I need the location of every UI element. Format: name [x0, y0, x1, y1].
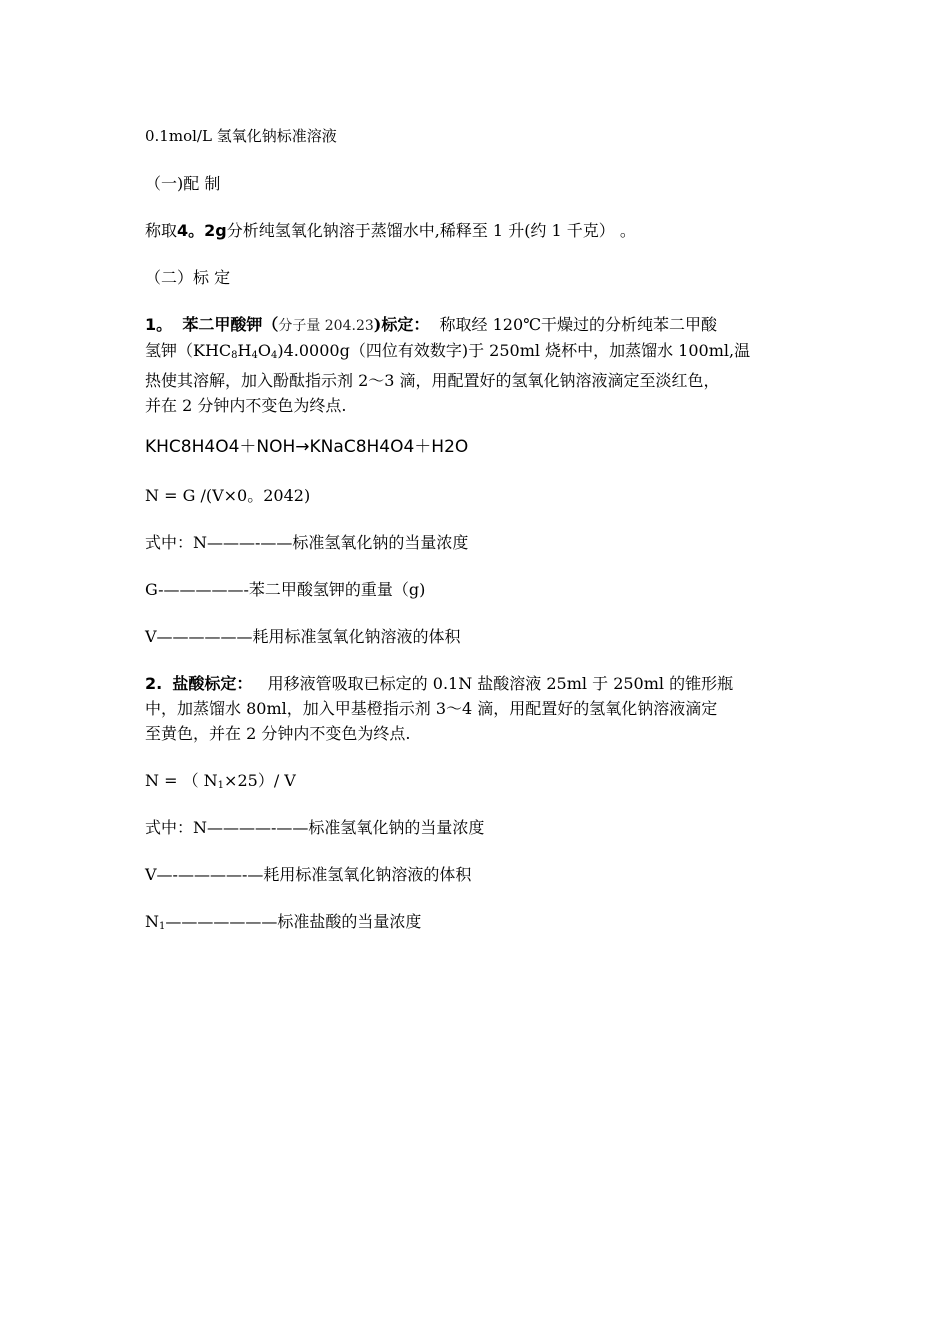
- item1-paragraph: [145, 314, 750, 417]
- preparation-text-b: 分析纯氢氧化钠溶于蒸馏水中,稀释至 1 升(约 1 千克） 。: [226, 221, 636, 240]
- definition-g: G-—————-苯二甲酸氢钾的重量（g): [145, 580, 426, 599]
- item1-line1-rest: 称取经 120℃干燥过的分析纯苯二甲酸: [439, 315, 718, 334]
- item1-line2-sub1: 8: [231, 350, 238, 361]
- section-heading-preparation: （一)配 制: [145, 174, 221, 193]
- item2-number: 2.: [145, 674, 163, 693]
- item1-line2-d: )4.0000g（四位有效数字)于 250ml 烧杯中，加蒸馏水 100ml,温: [277, 341, 751, 360]
- definition-n: 式中：N———-——标准氢氧化钠的当量浓度: [145, 533, 469, 552]
- definition-2-n1-sub: 1: [159, 921, 166, 932]
- definition-2-n1: [145, 911, 421, 938]
- definition-v: V——————耗用标准氢氧化钠溶液的体积: [145, 627, 461, 646]
- preparation-text: [145, 220, 636, 242]
- definition-2-n1-a: N: [145, 912, 159, 931]
- item1-line2: [145, 340, 750, 367]
- item2-line2: 中，加蒸馏水 80ml，加入甲基橙指示剂 3～4 滴，用配置好的氢氧化钠溶液滴定: [145, 699, 718, 718]
- item2-paragraph: [145, 673, 733, 745]
- item1-name: 苯二甲酸钾（: [182, 315, 279, 334]
- item1-line3: 热使其溶解，加入酚酞指示剂 2～3 滴，用配置好的氢氧化钠溶液滴定至淡红色，: [145, 371, 720, 390]
- item1-number: 1。: [145, 315, 173, 334]
- item1-line4: 并在 2 分钟内不变色为终点.: [145, 396, 347, 415]
- section-heading-standardization: （二）标 定: [145, 268, 231, 287]
- preparation-text-a: 称取: [145, 221, 178, 240]
- item1-line2-c: O: [257, 341, 271, 360]
- item1-line1: [145, 314, 750, 337]
- formula-2: [145, 770, 296, 797]
- formula-2-sub: 1: [217, 780, 225, 791]
- reaction-equation: KHC8H4O4＋NOH→KNaC8H4O4＋H2O: [145, 437, 469, 457]
- definition-2-n: 式中：N————-——标准氢氧化钠的当量浓度: [145, 818, 485, 837]
- definition-2-n1-b: ———————标准盐酸的当量浓度: [165, 912, 422, 931]
- item1-molecular-weight: 分子量 204.23: [278, 318, 374, 334]
- item2-line1: [145, 673, 733, 695]
- document-title: 0.1mol/L 氢氧化钠标准溶液: [145, 127, 337, 145]
- formula-1: N = G /(V×0。2042): [145, 486, 311, 505]
- item1-name-end: )标定：: [373, 315, 430, 334]
- item1-line2-sub2: 4: [251, 350, 258, 361]
- preparation-amount: 4。2g: [177, 221, 227, 240]
- item2-line1-rest: 用移液管吸取已标定的 0.1N 盐酸溶液 25ml 于 250ml 的锥形瓶: [267, 674, 734, 693]
- item1-line2-a: 氢钾（KHC: [145, 341, 232, 360]
- formula-2-a: N = （ N: [145, 771, 218, 790]
- item1-line2-sub3: 4: [270, 350, 278, 361]
- definition-2-v: V—-————-—耗用标准氢氧化钠溶液的体积: [145, 865, 472, 884]
- item1-line2-b: H: [237, 341, 252, 360]
- formula-2-b: ×25）/ V: [224, 771, 296, 790]
- item2-name: 盐酸标定：: [172, 674, 253, 693]
- item2-line3: 至黄色，并在 2 分钟内不变色为终点.: [145, 724, 411, 743]
